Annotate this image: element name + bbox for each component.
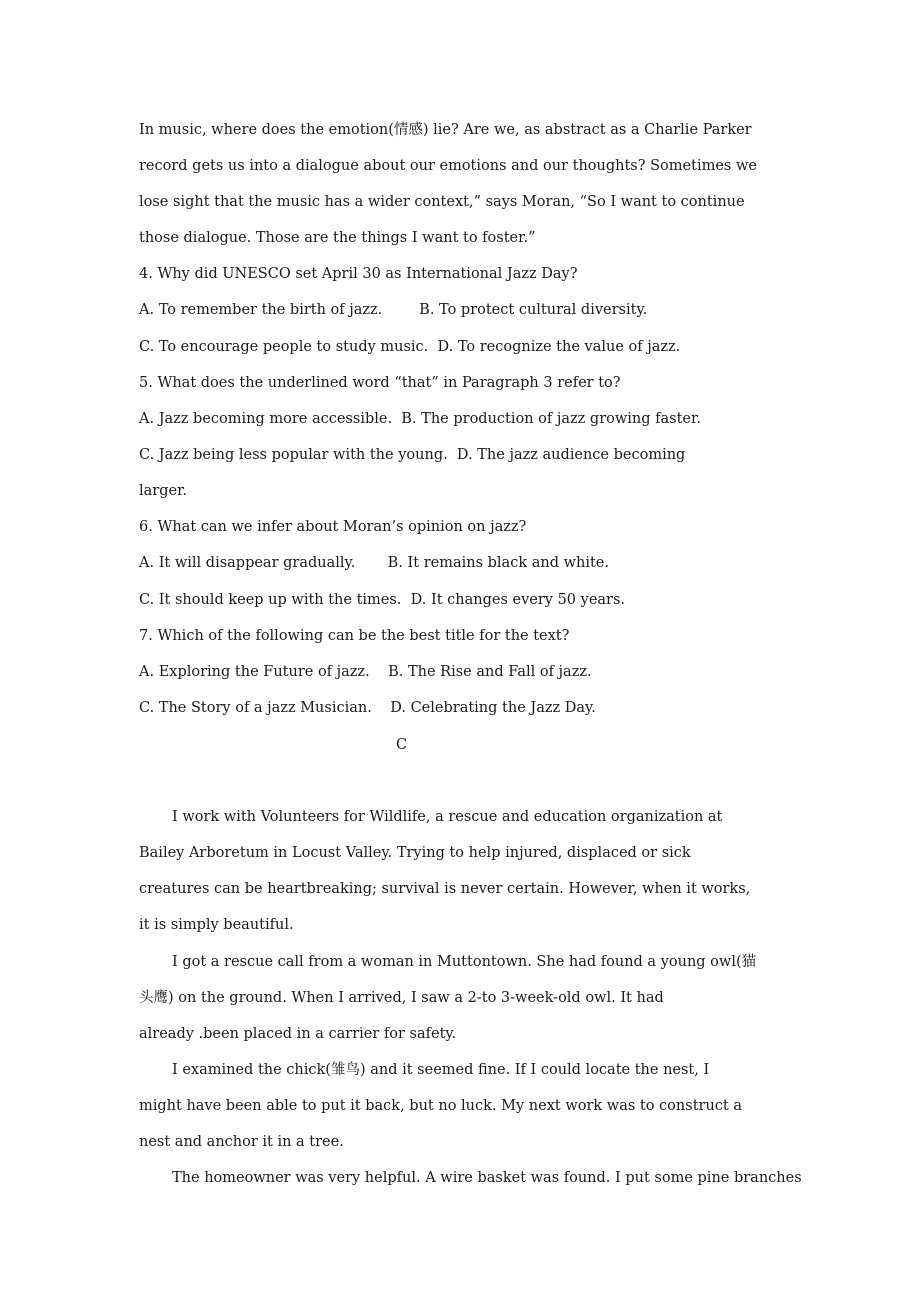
question-stem: 5. What does the underlined word “that” in Paragraph 3 refer to? (139, 375, 621, 391)
question-stem: 7. Which of the following can be the best title for the text? (139, 628, 570, 644)
passage-line: lose sight that the music has a wider context,” says Moran, “So I want to continue (139, 194, 745, 210)
passage-line: record gets us into a dialogue about our emotions and our thoughts? Sometimes we (139, 158, 757, 174)
paragraph-line: it is simply beautiful. (139, 917, 294, 933)
passage-line: In music, where does the emotion(情感) lie? Are we, as abstract as a Charlie Parker (139, 122, 752, 138)
question-options: A. Jazz becoming more accessible. B. The production of jazz growing faster. (139, 411, 701, 427)
question-options: A. To remember the birth of jazz. B. To protect cultural diversity. (139, 302, 648, 318)
paragraph-line: I got a rescue call from a woman in Muttontown. She had found a young owl(猫 (172, 954, 757, 970)
paragraph-line: I work with Volunteers for Wildlife, a rescue and education organization at (172, 809, 723, 825)
question-options: A. Exploring the Future of jazz. B. The Rise and Fall of jazz. (139, 664, 592, 680)
question-stem: 4. Why did UNESCO set April 30 as International Jazz Day? (139, 266, 578, 282)
question-stem: 6. What can we infer about Moran’s opinion on jazz? (139, 519, 527, 535)
paragraph-line: nest and anchor it in a tree. (139, 1134, 344, 1150)
paragraph-line: The homeowner was very helpful. A wire basket was found. I put some pine branches (172, 1170, 802, 1186)
question-options: C. To encourage people to study music. D. To recognize the value of jazz. (139, 339, 681, 355)
paragraph-line: already .been placed in a carrier for safety. (139, 1026, 457, 1042)
paragraph-line: creatures can be heartbreaking; survival is never certain. However, when it works, (139, 881, 751, 897)
paragraph-line: Bailey Arboretum in Locust Valley. Trying to help injured, displaced or sick (139, 845, 691, 861)
section-label: C (396, 737, 408, 753)
question-options: larger. (139, 483, 188, 499)
question-options: C. The Story of a jazz Musician. D. Celebrating the Jazz Day. (139, 700, 596, 716)
paragraph-line: 头鹰) on the ground. When I arrived, I saw a 2-to 3-week-old owl. It had (139, 990, 664, 1006)
passage-line: those dialogue. Those are the things I want to foster.” (139, 230, 536, 246)
question-options: C. Jazz being less popular with the young. D. The jazz audience becoming (139, 447, 686, 463)
question-options: C. It should keep up with the times. D. It changes every 50 years. (139, 592, 626, 608)
paragraph-line: I examined the chick(雏鸟) and it seemed fine. If I could locate the nest, I (172, 1062, 710, 1078)
paragraph-line: might have been able to put it back, but no luck. My next work was to construct a (139, 1098, 742, 1114)
question-options: A. It will disappear gradually. B. It remains black and white. (139, 555, 609, 571)
